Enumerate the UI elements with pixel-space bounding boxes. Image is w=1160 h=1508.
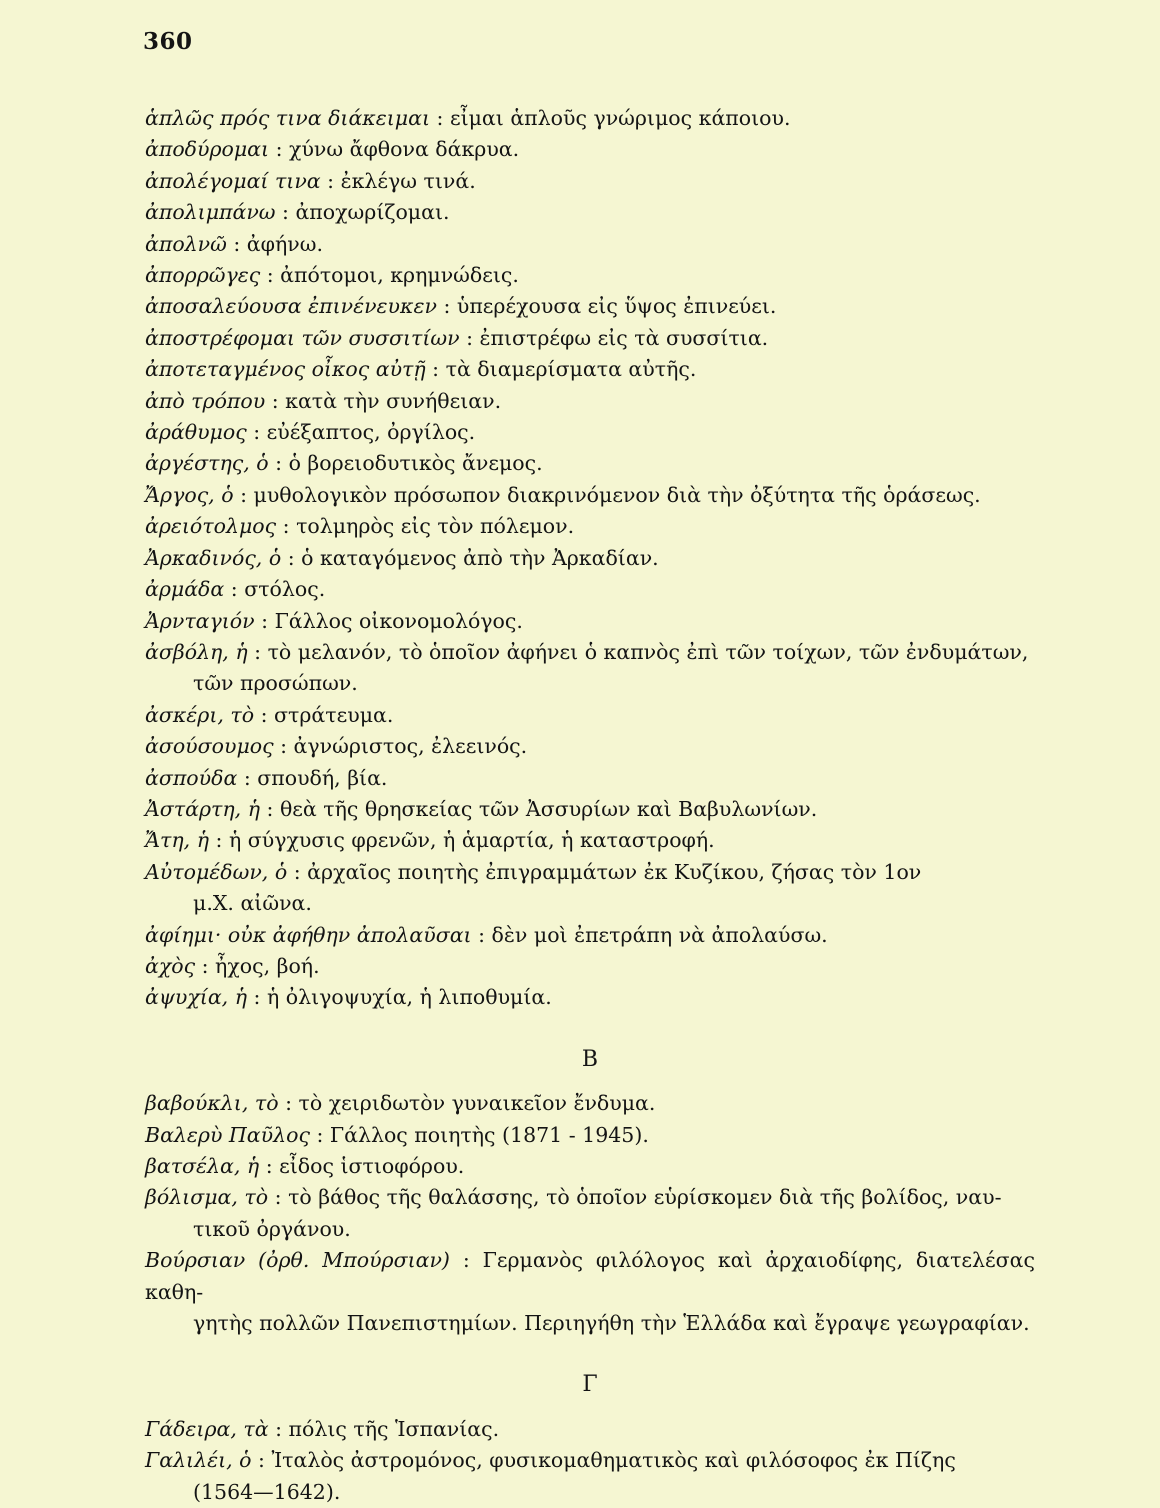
glossary-entry (145, 1414, 1035, 1445)
entry-term: ἁπλῶς πρός τινα διάκειμαι (145, 106, 430, 130)
entry-separator: : (471, 922, 492, 947)
entry-term: ἀχὸς (145, 953, 196, 978)
entry-separator: : (195, 953, 216, 978)
entry-term: ἀσκέρι, τὸ (145, 702, 255, 727)
entry-separator: : (268, 451, 289, 476)
entry-definition: μυθολογικὸν πρόσωπον διακρινόμενον διὰ τὴν ὀξύτητα τῆς ὁράσεως. (253, 482, 981, 507)
entry-definition: κατὰ τὴν συνήθειαν. (285, 388, 502, 413)
entry-definition: ὁ βορειοδυτικὸς ἄνεμος. (288, 451, 543, 476)
entry-separator: : (247, 985, 267, 1010)
entry-term: Ἄτη, ἡ (145, 828, 209, 853)
glossary-entry (145, 197, 1035, 228)
entry-term: ἀποδύρομαι (145, 137, 270, 162)
entry-separator: : (320, 168, 341, 193)
entry-definition: τὸ χειριδωτὸν γυναικεῖον ἔνδυμα. (298, 1091, 656, 1116)
glossary-entry (145, 920, 1035, 951)
entry-definition: ἐκλέγω τινά. (340, 168, 476, 193)
glossary-entry (145, 323, 1035, 354)
entry-term: ἀφίημι· οὐκ ἀφήθην ἀπολαῦσαι (145, 922, 472, 947)
entry-definition: ἀγνώριστος, ἐλεεινός. (293, 734, 528, 759)
glossary-entry (145, 763, 1035, 794)
entry-definition: Ἰταλὸς ἀστρομόνος, φυσικομαθηματικὸς καὶ φιλόσοφος ἐκ Πίζης (271, 1448, 956, 1473)
entry-separator: : (281, 545, 302, 570)
entry-separator: : (251, 1448, 272, 1473)
entry-term: ἀπὸ τρόπου (145, 388, 266, 413)
glossary-entry (145, 606, 1035, 637)
entry-definition: Γάλλος οἰκονομολόγος. (274, 608, 523, 633)
entry-definition: χύνω ἄφθονα δάκρυα. (289, 137, 520, 162)
entry-definition: ἀπότομοι, κρημνώδεις. (280, 263, 519, 288)
entry-term: ἀποσαλεύουσα ἐπινένευκεν (145, 294, 437, 319)
glossary (145, 103, 1035, 1508)
entry-term: βόλισμα, τὸ (145, 1185, 269, 1210)
entry-separator: : (276, 514, 297, 539)
entry-term: ἀποτεταγμένος οἶκος αὐτῇ (145, 357, 426, 382)
entry-term: Γαλιλέι, ὁ (145, 1448, 252, 1473)
glossary-entry (145, 825, 1035, 856)
glossary-entry (145, 260, 1035, 291)
entry-definition: ὑπερέχουσα εἰς ὕψος ἐπινεύει. (456, 294, 777, 319)
entry-term: ἀπολνῶ (145, 231, 227, 256)
entry-separator: : (259, 1154, 280, 1178)
glossary-entry (145, 857, 1035, 920)
entry-separator: : (247, 639, 268, 664)
entry-term: ἀψυχία, ἡ (145, 985, 247, 1010)
glossary-entry (145, 229, 1035, 260)
entry-definition: πόλις τῆς Ἱσπανίας. (288, 1416, 500, 1441)
entry-term: ἀσπούδα (145, 765, 238, 790)
entry-continuation: τῶν προσώπων. (193, 671, 358, 696)
entry-definition: σπουδή, βία. (257, 765, 388, 790)
entry-continuation: μ.Χ. αἰῶνα. (193, 891, 312, 916)
glossary-entry (145, 700, 1035, 731)
glossary-entry (145, 1120, 1035, 1151)
glossary-entry (145, 448, 1035, 479)
entry-definition: τὰ διαμερίσματα αὐτῆς. (445, 357, 697, 382)
entry-term: Αὐτομέδων, ὁ (145, 859, 288, 884)
entry-separator: : (309, 1122, 330, 1147)
entry-separator: : (449, 1248, 483, 1273)
entry-separator: : (224, 577, 245, 602)
glossary-entry (145, 134, 1035, 165)
entry-term: Ἀρκαδινός, ὁ (145, 545, 282, 570)
entry-term: ἀποστρέφομαι τῶν συσσιτίων (145, 325, 460, 350)
entry-definition: ἐπιστρέφω εἰς τὰ συσσίτια. (479, 325, 769, 350)
glossary-entry (145, 1182, 1035, 1245)
entry-separator: : (259, 796, 280, 821)
glossary-entry (145, 1245, 1035, 1339)
entry-definition: εὐέξαπτος, ὀργίλος. (266, 420, 476, 445)
entry-separator: : (254, 702, 275, 727)
section-letter: Γ (582, 1372, 598, 1398)
entry-separator: : (287, 859, 308, 884)
glossary-entry (145, 103, 1035, 134)
glossary-entry (145, 511, 1035, 542)
entry-term: ἀσούσουμος (145, 734, 274, 759)
entry-definition: στράτευμα. (274, 702, 394, 727)
entry-separator: : (237, 765, 258, 790)
entry-term: ἀπορρῶγες (145, 263, 261, 288)
entry-term: Γάδειρα, τὰ (145, 1416, 269, 1441)
entry-separator: : (436, 294, 457, 319)
entry-definition: ἀφήνω. (246, 231, 323, 256)
entry-term: Ἄργος, ὁ (145, 482, 234, 507)
entry-continuation: τικοῦ ὀργάνου. (193, 1216, 351, 1241)
entry-definition: τὸ μελανόν, τὸ ὁποῖον ἀφήνει ὁ καπνὸς ἐπὶ τῶν τοίχων, τῶν ἐνδυμάτων, (267, 639, 1029, 664)
glossary-entry (145, 982, 1035, 1013)
glossary-entry (145, 951, 1035, 982)
entry-separator: : (268, 1416, 289, 1441)
glossary-entry (145, 417, 1035, 448)
section-letter: Β (581, 1046, 599, 1072)
entry-continuation: γητὴς πολλῶν Πανεπιστημίων. Περιηγήθη τὴν Ἑλλάδα καὶ ἔγραψε γεωγραφίαν. (193, 1311, 1030, 1336)
entry-term: ἀσβόλη, ἡ (145, 639, 248, 664)
entry-separator: : (430, 106, 450, 130)
page-number: 360 (143, 28, 193, 55)
entry-definition: ὁ καταγόμενος ἀπὸ τὴν Ἀρκαδίαν. (301, 545, 659, 570)
glossary-entry (145, 291, 1035, 322)
entry-definition: δὲν μοὶ ἐπετράπη νὰ ἀπολαύσω. (491, 922, 828, 947)
entry-definition: εἶμαι ἁπλοῦς γνώριμος κάποιου. (449, 106, 791, 130)
entry-separator: : (260, 263, 281, 288)
entry-continuation: (1564—1642). (193, 1479, 341, 1504)
entry-separator: : (265, 388, 286, 413)
entry-separator: : (254, 608, 275, 633)
entry-definition: ἦχος, βοή. (215, 953, 320, 978)
entry-definition: εἶδος ἱστιοφόρου. (279, 1154, 465, 1178)
glossary-entry (145, 731, 1035, 762)
entry-term: Βούρσιαν (ὀρθ. Μπούρσιαν) (145, 1248, 450, 1273)
entry-definition: Γερμανὸς φιλόλογος καὶ ἀρχαιοδίφης, διατελέσας καθη- (145, 1248, 1035, 1304)
glossary-entry (145, 637, 1035, 700)
entry-definition: τὸ βάθος τῆς θαλάσσης, τὸ ὁποῖον εὑρίσκομεν διὰ τῆς βολίδος, ναυ- (288, 1185, 1002, 1210)
entry-separator: : (273, 734, 294, 759)
entry-definition: ἡ ὀλιγοψυχία, ἡ λιποθυμία. (266, 985, 552, 1010)
entry-term: ἀρμάδα (145, 577, 225, 602)
entry-term: ἀρειότολμος (145, 514, 277, 539)
glossary-entry (145, 1445, 1035, 1508)
entry-term: ἀπολέγομαί τινα (145, 168, 321, 193)
entry-definition: θεὰ τῆς θρησκείας τῶν Ἀσσυρίων καὶ Βαβυλωνίων. (279, 796, 818, 821)
glossary-entry (145, 794, 1035, 825)
glossary-entry (145, 543, 1035, 574)
entry-term: Ἀστάρτη, ἡ (145, 796, 260, 821)
glossary-entry (145, 354, 1035, 385)
entry-term: βαβούκλι, τὸ (145, 1091, 279, 1116)
entry-separator: : (459, 325, 480, 350)
entry-definition: Γάλλος ποιητὴς (1871 - 1945). (329, 1122, 649, 1147)
glossary-entry (145, 480, 1035, 511)
entry-separator: : (233, 482, 254, 507)
entry-definition: τολμηρὸς εἰς τὸν πόλεμον. (296, 514, 575, 539)
entry-term: βατσέλα, ἡ (145, 1154, 260, 1178)
entry-term: ἀργέστης, ὁ (145, 451, 269, 476)
entry-separator: : (208, 828, 229, 853)
entry-term: Ἀρνταγιόν (145, 608, 255, 633)
entry-separator: : (246, 420, 267, 445)
glossary-entry (145, 166, 1035, 197)
glossary-entry (145, 386, 1035, 417)
entry-definition: ἀρχαῖος ποιητὴς ἐπιγραμμάτων ἐκ Κυζίκου, ζήσας τὸν 1ον (307, 859, 922, 884)
entry-separator: : (226, 231, 247, 256)
entry-definition: ἡ σύγχυσις φρενῶν, ἡ ἁμαρτία, ἡ καταστροφή. (228, 828, 715, 853)
glossary-entry (145, 1151, 1035, 1182)
entry-term: Βαλερὺ Παῦλος (145, 1122, 310, 1147)
entry-definition: στόλος. (244, 577, 326, 602)
entry-definition: ἀποχωρίζομαι. (295, 200, 450, 225)
entry-term: ἀράθυμος (145, 420, 247, 445)
entry-separator: : (278, 1091, 299, 1116)
entry-separator: : (425, 357, 446, 382)
entry-separator: : (268, 1185, 289, 1210)
glossary-entry (145, 1088, 1035, 1119)
glossary-entry (145, 574, 1035, 605)
entry-separator: : (269, 137, 290, 162)
entry-separator: : (275, 200, 296, 225)
entry-term: ἀπολιμπάνω (145, 200, 276, 225)
